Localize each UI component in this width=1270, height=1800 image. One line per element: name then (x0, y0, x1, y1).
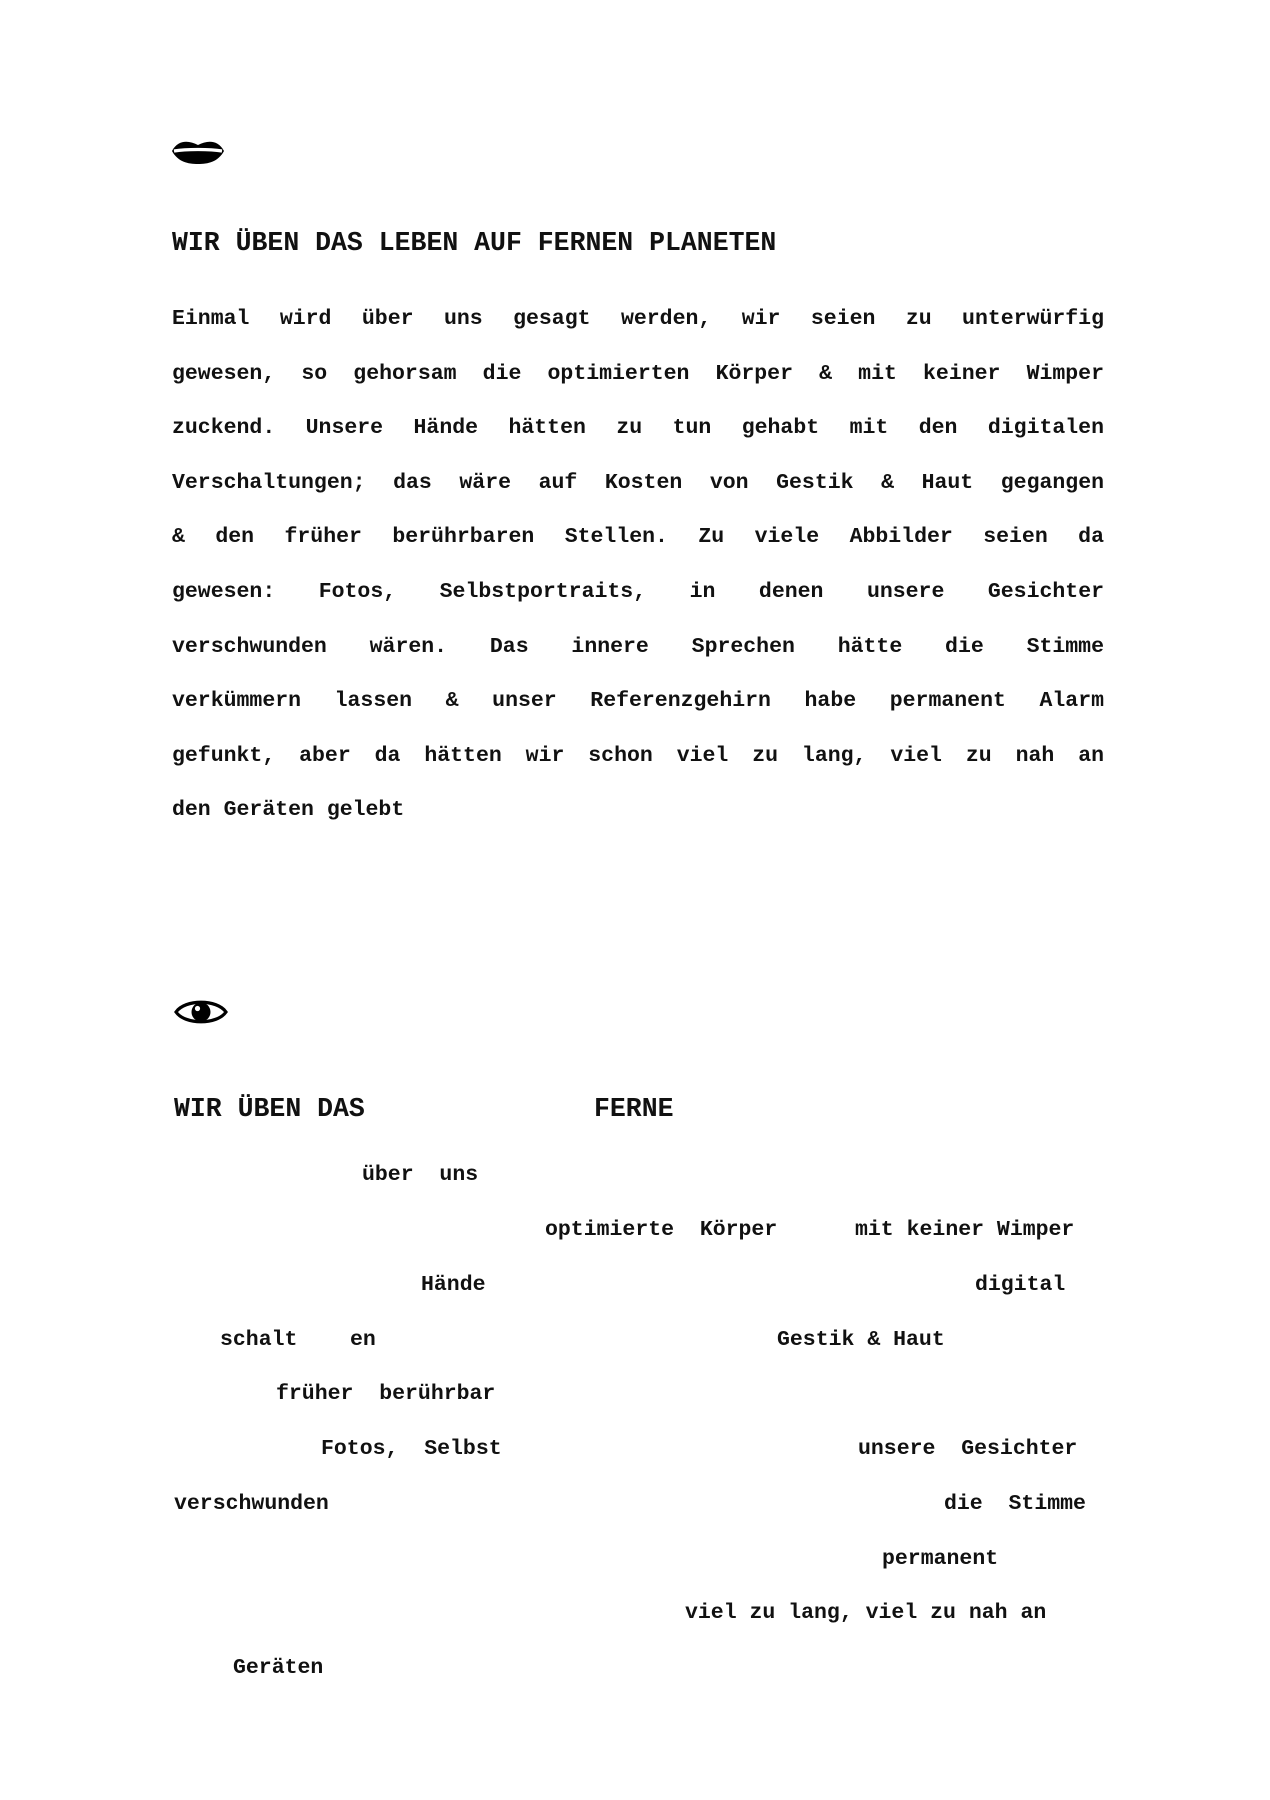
fragment-schalt: schalt (220, 1328, 298, 1352)
paragraph-line: gewesen: Fotos, Selbstportraits, in denen unsere Gesichter (172, 579, 1104, 604)
fragment-mit-keiner-wimper: mit keiner Wimper (855, 1218, 1075, 1242)
fragment-optimierte-koerper: optimierte Körper (545, 1218, 778, 1242)
paragraph-line: verschwunden wären. Das innere Sprechen hätte die Stimme (172, 634, 1104, 659)
paragraph-line: gewesen, so gehorsam die optimierten Körper & mit keiner Wimper (172, 361, 1104, 386)
fragment-unsere-gesichter: unsere Gesichter (858, 1437, 1078, 1461)
fragment-die-stimme: die Stimme (944, 1492, 1086, 1516)
fragment-digital: digital (975, 1273, 1066, 1297)
fragment-gestik-haut: Gestik & Haut (777, 1328, 945, 1352)
fragment-haende: Hände (421, 1273, 486, 1297)
section-one-title: WIR ÜBEN DAS LEBEN AUF FERNEN PLANETEN (172, 228, 777, 258)
fragment-verschwunden: verschwunden (174, 1492, 329, 1516)
paragraph-line: Verschaltungen; das wäre auf Kosten von Gestik & Haut gegangen (172, 470, 1104, 495)
fragment-permanent: permanent (882, 1547, 999, 1571)
fragment-fotos-selbst: Fotos, Selbst (321, 1437, 502, 1461)
section-two-title-fragment: FERNE (594, 1094, 674, 1124)
paragraph-line: gefunkt, aber da hätten wir schon viel zu lang, viel zu nah an (172, 743, 1104, 768)
fragment-geraeten: Geräten (233, 1656, 324, 1680)
section-one-paragraph (172, 292, 1104, 838)
section-two-title: WIR ÜBEN DAS (174, 1094, 365, 1124)
paragraph-line: zuckend. Unsere Hände hätten zu tun gehabt mit den digitalen (172, 416, 1104, 441)
fragment-viel-zu-lang: viel zu lang, viel zu nah an (685, 1601, 1047, 1625)
paragraph-line: den Geräten gelebt (172, 798, 405, 823)
paragraph-line: & den früher berührbaren Stellen. Zu viele Abbilder seien da (172, 525, 1104, 550)
paragraph-line: verkümmern lassen & unser Referenzgehirn habe permanent Alarm (172, 689, 1104, 714)
fragment-ueber-uns: über uns (362, 1163, 479, 1187)
eye-icon (173, 996, 229, 1028)
paragraph-line: Einmal wird über uns gesagt werden, wir seien zu unterwürfig (172, 307, 1104, 331)
fragment-frueher-beruehrbar: früher berührbar (276, 1382, 496, 1406)
lips-icon (170, 136, 226, 166)
fragment-en: en (350, 1328, 376, 1352)
